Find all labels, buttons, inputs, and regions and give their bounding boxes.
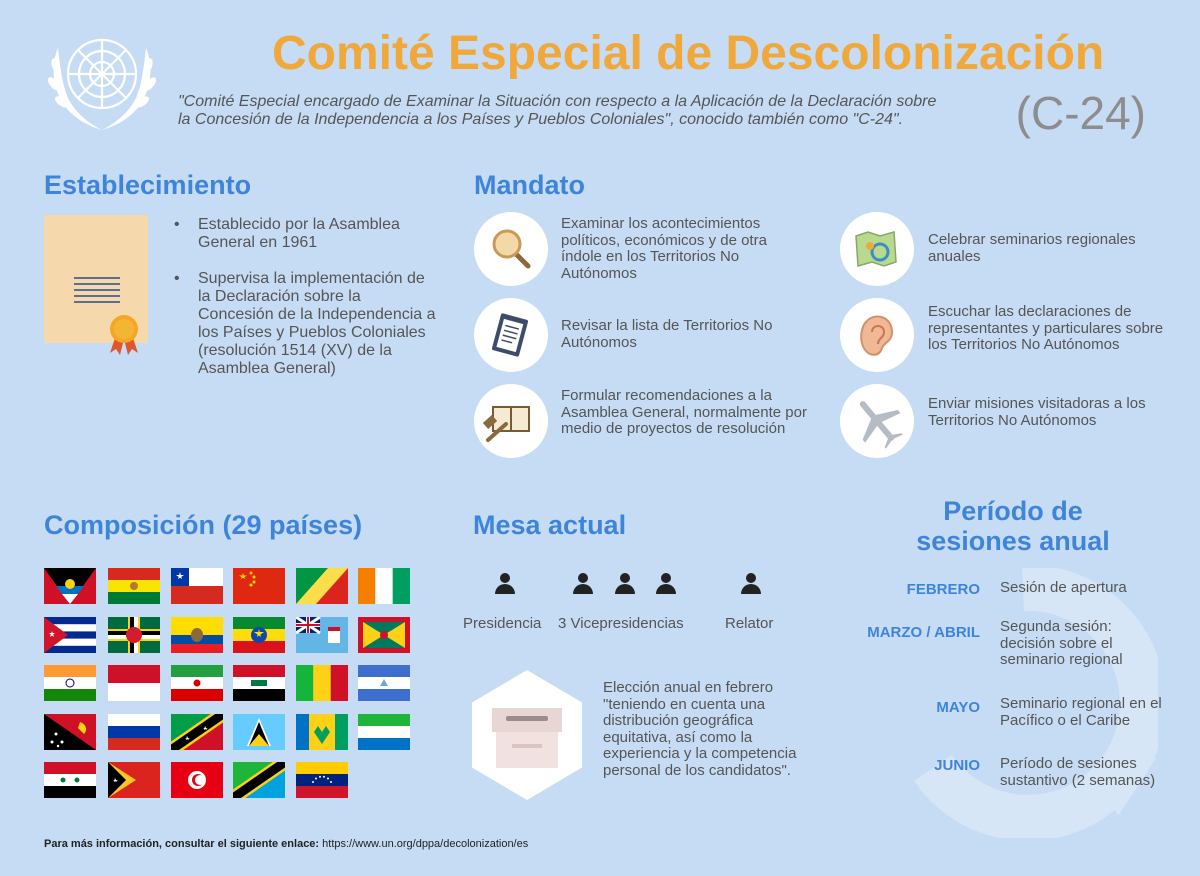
flag-chile bbox=[171, 568, 223, 604]
map-icon bbox=[840, 212, 914, 286]
mandato-heading: Mandato bbox=[474, 170, 585, 200]
role-label: 3 Vicepresidencias bbox=[558, 615, 684, 632]
flag-india bbox=[44, 665, 96, 701]
ballot-box-icon bbox=[472, 670, 582, 800]
list-item: • Establecido por la Asamblea General en 1961 bbox=[174, 216, 400, 251]
footer-label: Para más información, consultar el siguiente enlace: bbox=[44, 838, 320, 850]
page-title: Comité Especial de Descolonización bbox=[272, 27, 1105, 80]
flag-antigua-and-barbuda bbox=[44, 568, 96, 604]
election-text: Elección anual en febrero "teniendo en cuenta una distribución geográfica equitativa, así como la experiencia y la competencia personal de los candidatos". bbox=[603, 679, 797, 779]
flag-mali bbox=[296, 665, 348, 701]
mesa-heading: Mesa actual bbox=[473, 510, 627, 540]
certificate-icon bbox=[44, 215, 148, 343]
flag-sierra-leone bbox=[358, 714, 410, 750]
page-subtitle: (C-24) bbox=[1015, 87, 1146, 139]
list-item: Revisar la lista de Territorios No Autónomos bbox=[561, 317, 773, 351]
session-text: Período de sesiones sustantivo (2 semanas) bbox=[1000, 755, 1156, 789]
flag-iraq bbox=[233, 665, 285, 701]
flag-russia bbox=[108, 714, 160, 750]
flag-cote-d-ivoire bbox=[358, 568, 410, 604]
list-item: Examinar los acontecimientos políticos, económicos y de otra índole en los Territorios No Autónomos bbox=[561, 215, 767, 282]
flag-saint-vincent-and-the-grenadines bbox=[296, 714, 348, 750]
list-item: Celebrar seminarios regionales anuales bbox=[928, 231, 1136, 265]
ear-icon bbox=[840, 298, 914, 372]
un-emblem-logo bbox=[44, 26, 160, 130]
establecimiento-heading: Establecimiento bbox=[44, 170, 252, 200]
flag-china bbox=[233, 568, 285, 604]
session-text: Seminario regional en el Pacífico o el Caribe bbox=[1000, 695, 1162, 729]
flag-syria bbox=[44, 762, 96, 798]
flag-indonesia bbox=[108, 665, 160, 701]
committee-full-name: "Comité Especial encargado de Examinar la Situación con respecto a la Aplicación de la Declaración sobre la Concesión de la Independencia a los Países y Pueblos Coloniales", conocido también como "C-24". bbox=[178, 93, 937, 128]
person-icon bbox=[655, 573, 677, 595]
flag-tunisia bbox=[171, 762, 223, 798]
clipboard-icon bbox=[474, 298, 548, 372]
person-icon bbox=[740, 573, 762, 595]
flag-iran bbox=[171, 665, 223, 701]
flag-dominica bbox=[108, 617, 160, 653]
flag-bolivia bbox=[108, 568, 160, 604]
flag-venezuela bbox=[296, 762, 348, 798]
flag-grenada bbox=[358, 617, 410, 653]
session-text: Sesión de apertura bbox=[1000, 579, 1127, 596]
list-item: • Supervisa la implementación de la Declaración sobre la Concesión de la Independencia a los Países y Pueblos Coloniales (resolución 1514 (XV) de la Asamblea General) bbox=[174, 270, 436, 377]
session-text: Segunda sesión: decisión sobre el seminario regional bbox=[1000, 618, 1123, 668]
airplane-icon bbox=[840, 384, 914, 458]
person-icon bbox=[494, 573, 516, 595]
list-item: Escuchar las declaraciones de representantes y particulares sobre los Territorios No Autónomos bbox=[928, 303, 1164, 353]
flag-nicaragua bbox=[358, 665, 410, 701]
footer-link[interactable]: https://www.un.org/dppa/decolonization/es bbox=[322, 838, 529, 850]
flag-ecuador bbox=[171, 617, 223, 653]
flag-saint-lucia bbox=[233, 714, 285, 750]
role-label: Relator bbox=[725, 615, 774, 632]
list-item: Formular recomendaciones a la Asamblea General, normalmente por medio de proyectos de resolución bbox=[561, 387, 807, 437]
flag-ethiopia bbox=[233, 617, 285, 653]
month-label: FEBRERO bbox=[906, 581, 980, 598]
flag-timor-leste bbox=[108, 762, 160, 798]
list-item: Enviar misiones visitadoras a los Territorios No Autónomos bbox=[928, 395, 1146, 429]
flag-saint-kitts-and-nevis bbox=[171, 714, 223, 750]
flag-papua-new-guinea bbox=[44, 714, 96, 750]
footer bbox=[44, 838, 528, 850]
flag-tanzania bbox=[233, 762, 285, 798]
flag-fiji bbox=[296, 617, 348, 653]
month-label: MAYO bbox=[936, 699, 980, 716]
person-icon bbox=[614, 573, 636, 595]
flag-cuba bbox=[44, 617, 96, 653]
composicion-heading: Composición (29 países) bbox=[44, 510, 363, 540]
role-label: Presidencia bbox=[463, 615, 542, 632]
month-label: JUNIO bbox=[934, 757, 980, 774]
person-icon bbox=[572, 573, 594, 595]
magnifier-icon bbox=[474, 212, 548, 286]
month-label: MARZO / ABRIL bbox=[867, 624, 980, 641]
flag-congo bbox=[296, 568, 348, 604]
gavel-book-icon bbox=[474, 384, 548, 458]
periodo-heading: Período de sesiones anual bbox=[916, 496, 1110, 556]
